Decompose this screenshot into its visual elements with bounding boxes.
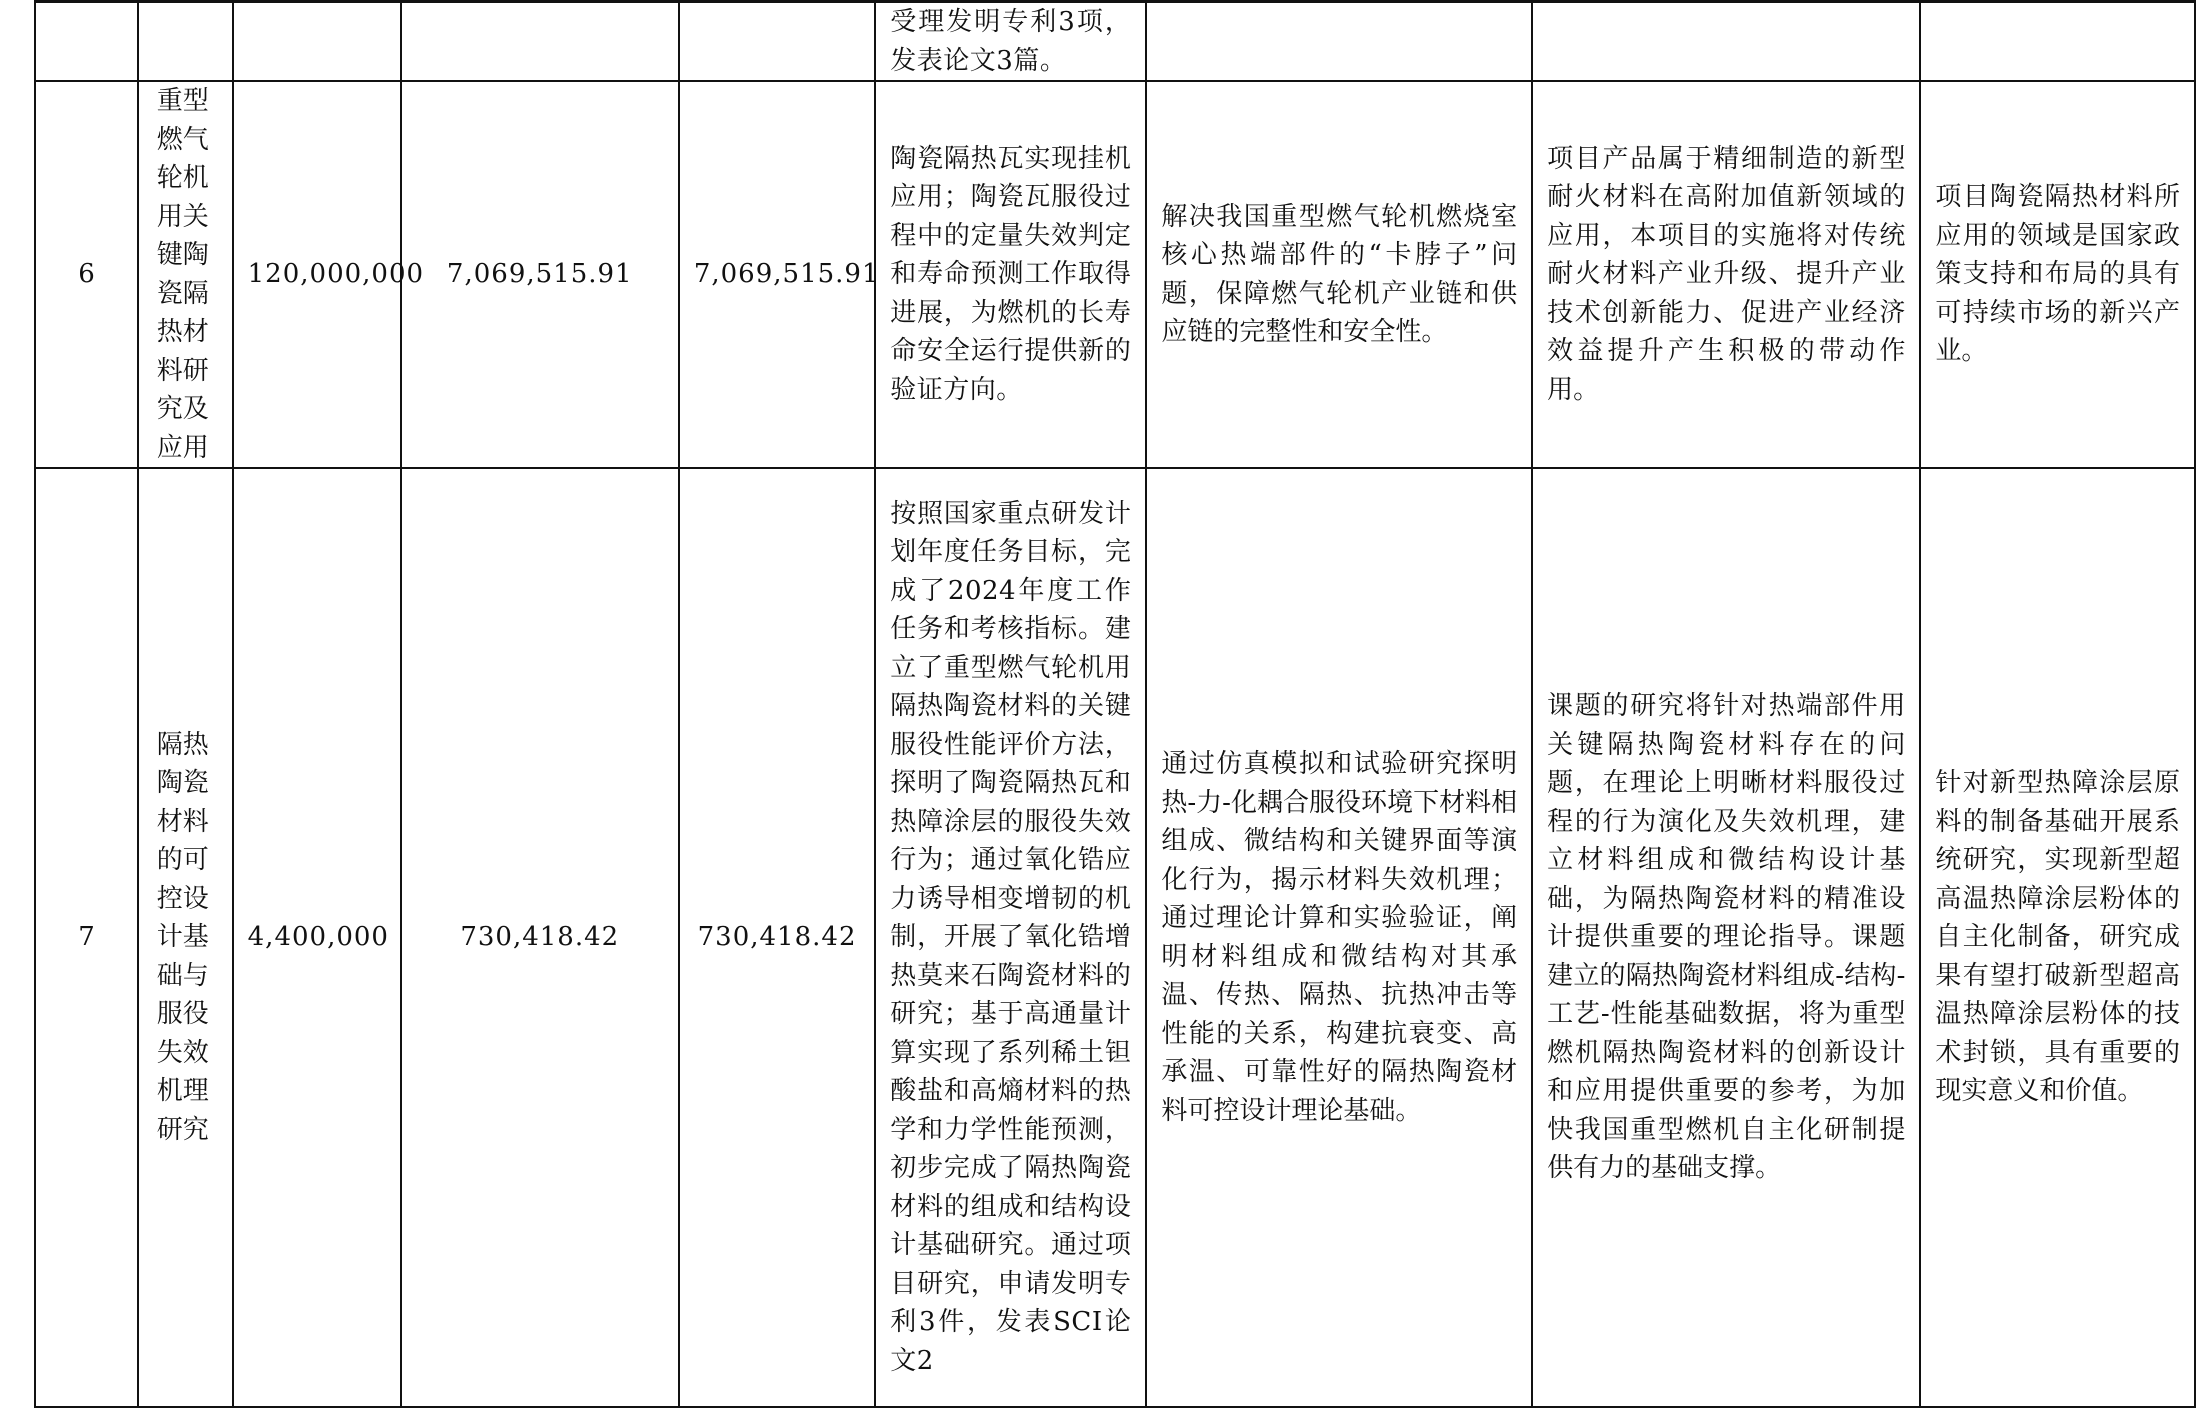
significance-cell (1146, 2, 1532, 82)
significance-cell: 通过仿真模拟和试验研究探明热-力-化耦合服役环境下材料相组成、微结构和关键界面等演化行为，揭示材料失效机理；通过理论计算和实验验证，阐明材料组成和微结构对其承温、传热、隔热、抗热冲击等性能的关系，构建抗衰变、高承温、可靠性好的隔热陶瓷材料可控设计理论基础。 (1146, 468, 1532, 1407)
amount-cell (401, 2, 679, 82)
table-row (35, 468, 2195, 1407)
seq-cell: 6 (35, 81, 138, 468)
amount-cell: 730,418.42 (679, 468, 875, 1407)
significance-cell: 解决我国重型燃气轮机燃烧室核心热端部件的“卡脖子”问题，保障燃气轮机产业链和供应链的完整性和安全性。 (1146, 81, 1532, 468)
project-name-cell: 隔热陶瓷材料的可控设计基础与服役失效机理研究 (138, 468, 233, 1407)
table-row (35, 81, 2195, 468)
budget-cell (233, 2, 401, 82)
amount-cell: 730,418.42 (401, 468, 679, 1407)
progress-cell: 陶瓷隔热瓦实现挂机应用；陶瓷瓦服役过程中的定量失效判定和寿命预测工作取得进展，为燃机的长寿命安全运行提供新的验证方向。 (875, 81, 1146, 468)
market-cell: 项目陶瓷隔热材料所应用的领域是国家政策支持和布局的具有可持续市场的新兴产业。 (1920, 81, 2195, 468)
seq-cell: 7 (35, 468, 138, 1407)
industry-effect-cell: 项目产品属于精细制造的新型耐火材料在高附加值新领域的应用，本项目的实施将对传统耐火材料产业升级、提升产业技术创新能力、促进产业经济效益提升产生积极的带动作用。 (1532, 81, 1920, 468)
project-name-cell: 重型燃气轮机用关键陶瓷隔热材料研究及应用 (138, 81, 233, 468)
budget-cell: 4,400,000 (233, 468, 401, 1407)
project-table (34, 0, 2196, 1408)
amount-cell: 7,069,515.91 (401, 81, 679, 468)
project-name-cell (138, 2, 233, 82)
budget-cell: 120,000,000 (233, 81, 401, 468)
industry-effect-cell: 课题的研究将针对热端部件用关键隔热陶瓷材料存在的问题，在理论上明晰材料服役过程的行为演化及失效机理，建立材料组成和微结构设计基础，为隔热陶瓷材料的精准设计提供重要的理论指导。课题建立的隔热陶瓷材料组成-结构-工艺-性能基础数据，将为重型燃机隔热陶瓷材料的创新设计和应用提供重要的参考，为加快我国重型燃机自主化研制提供有力的基础支撑。 (1532, 468, 1920, 1407)
progress-cell: 受理发明专利3项，发表论文3篇。 (875, 2, 1146, 82)
market-cell (1920, 2, 2195, 82)
progress-cell: 按照国家重点研发计划年度任务目标，完成了2024年度工作任务和考核指标。建立了重型燃气轮机用隔热陶瓷材料的关键服役性能评价方法，探明了陶瓷隔热瓦和热障涂层的服役失效行为；通过氧化锆应力诱导相变增韧的机制，开展了氧化锆增热莫来石陶瓷材料的研究；基于高通量计算实现了系列稀土钽酸盐和高熵材料的热学和力学性能预测，初步完成了隔热陶瓷材料的组成和结构设计基础研究。通过项目研究，申请发明专利3件，发表SCI论文2 (875, 468, 1146, 1407)
seq-cell (35, 2, 138, 82)
market-cell: 针对新型热障涂层原料的制备基础开展系统研究，实现新型超高温热障涂层粉体的自主化制备，研究成果有望打破新型超高温热障涂层粉体的技术封锁，具有重要的现实意义和价值。 (1920, 468, 2195, 1407)
industry-effect-cell (1532, 2, 1920, 82)
amount-cell (679, 2, 875, 82)
table-row (35, 2, 2195, 82)
amount-cell: 7,069,515.91 (679, 81, 875, 468)
